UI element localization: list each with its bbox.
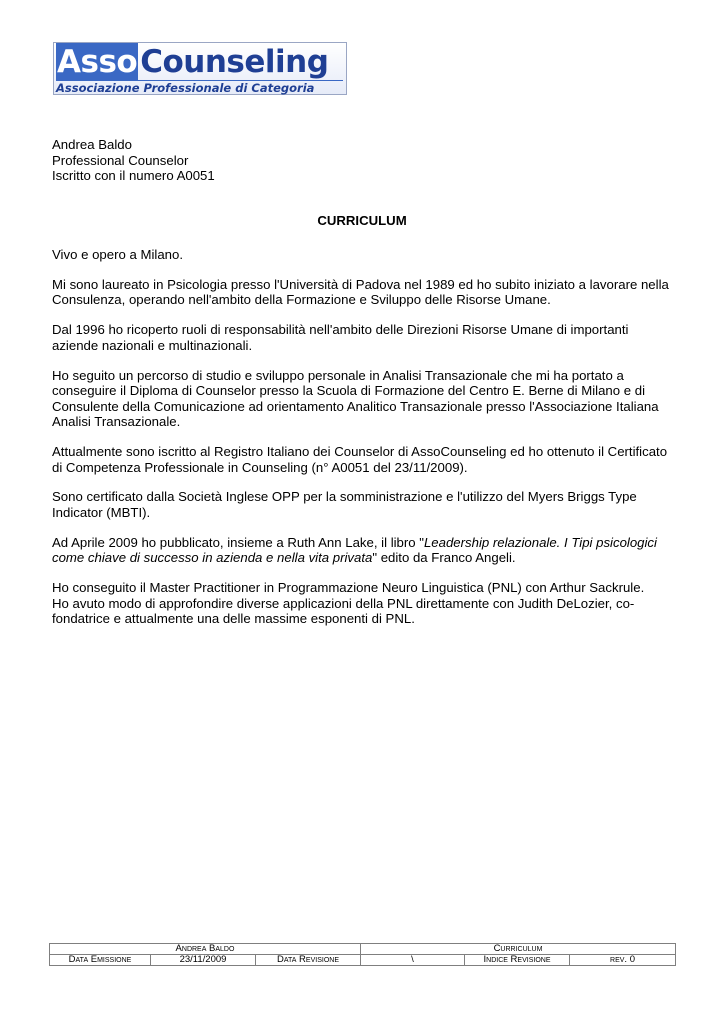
paragraph-text: Ad Aprile 2009 ho pubblicato, insieme a Ruth Ann Lake, il libro "	[52, 534, 424, 550]
paragraph: Ho seguito un percorso di studio e sviluppo personale in Analisi Transazionale che mi ha portato a conseguire il Diploma di Counselor presso la Scuola di Formazione del Centro E. Berne di Milano e di Consulente della Comunicazione ad orientamento Analitico Transazionale presso l'Associazione Italiana Analisi Transazionale.	[52, 367, 659, 430]
curriculum-body	[52, 247, 672, 641]
paragraph-text: " edito da Franco Angeli.	[372, 550, 516, 566]
paragraph-line: Ho avuto modo di approfondire diverse applicazioni della PNL direttamente con Judith DeLozier, co-fondatrice e attualmente una delle massime esponenti di PNL.	[52, 595, 635, 627]
footer-row-meta	[50, 955, 676, 966]
page-title: CURRICULUM	[317, 213, 407, 228]
logo-counseling-text: Counseling	[140, 44, 329, 80]
paragraph: Attualmente sono iscritto al Registro Italiano dei Counselor di AssoCounseling ed ho ottenuto il Certificato di Competenza Professionale in Counseling (n° A0051 del 23/11/2009).	[52, 444, 668, 475]
logo-wordmark	[56, 43, 328, 81]
footer-author: Andrea Baldo	[50, 944, 361, 955]
book-title: Leadership relazionale. I Tipi psicologici come chiave di successo in azienda e nella vita privata	[52, 534, 657, 566]
footer-index-value: rev. 0	[570, 955, 676, 966]
footer-revision-label: Data Revisione	[256, 955, 361, 966]
author-registration: Iscritto con il numero A0051	[52, 168, 215, 184]
paragraph-pnl	[52, 580, 672, 627]
author-role: Professional Counselor	[52, 152, 189, 168]
author-name: Andrea Baldo	[52, 137, 132, 152]
footer-table	[49, 943, 676, 966]
paragraph: Mi sono laureato in Psicologia presso l'Università di Padova nel 1989 ed ho subito iniziato a lavorare nella Consulenza, operando nell'ambito della Formazione e Sviluppo delle Risorse Umane.	[52, 276, 669, 308]
footer-row-header	[50, 944, 676, 955]
paragraph-book	[52, 535, 672, 566]
footer-emission-date: 23/11/2009	[151, 955, 256, 966]
paragraph: Dal 1996 ho ricoperto ruoli di responsabilità nell'ambito delle Direzioni Risorse Umane di importanti aziende nazionali e multinazionali.	[52, 322, 629, 353]
paragraph: Vivo e opero a Milano.	[52, 247, 183, 262]
assocounseling-logo	[53, 42, 347, 95]
paragraph-line: Ho conseguito il Master Practitioner in Programmazione Neuro Linguistica (PNL) con Arthur Sackrule.	[52, 580, 645, 596]
footer-emission-label: Data Emissione	[50, 955, 151, 966]
footer-doc-title: Curriculum	[361, 944, 676, 955]
footer-revision-date: \	[361, 955, 465, 966]
author-block	[52, 137, 672, 184]
logo-subtitle: Associazione Professionale di Categoria	[56, 80, 343, 95]
footer-index-label: Indice Revisione	[465, 955, 570, 966]
logo-asso-text: Asso	[57, 44, 138, 80]
paragraph: Sono certificato dalla Società Inglese OPP per la somministrazione e l'utilizzo del Myers Briggs Type Indicator (MBTI).	[52, 489, 637, 521]
